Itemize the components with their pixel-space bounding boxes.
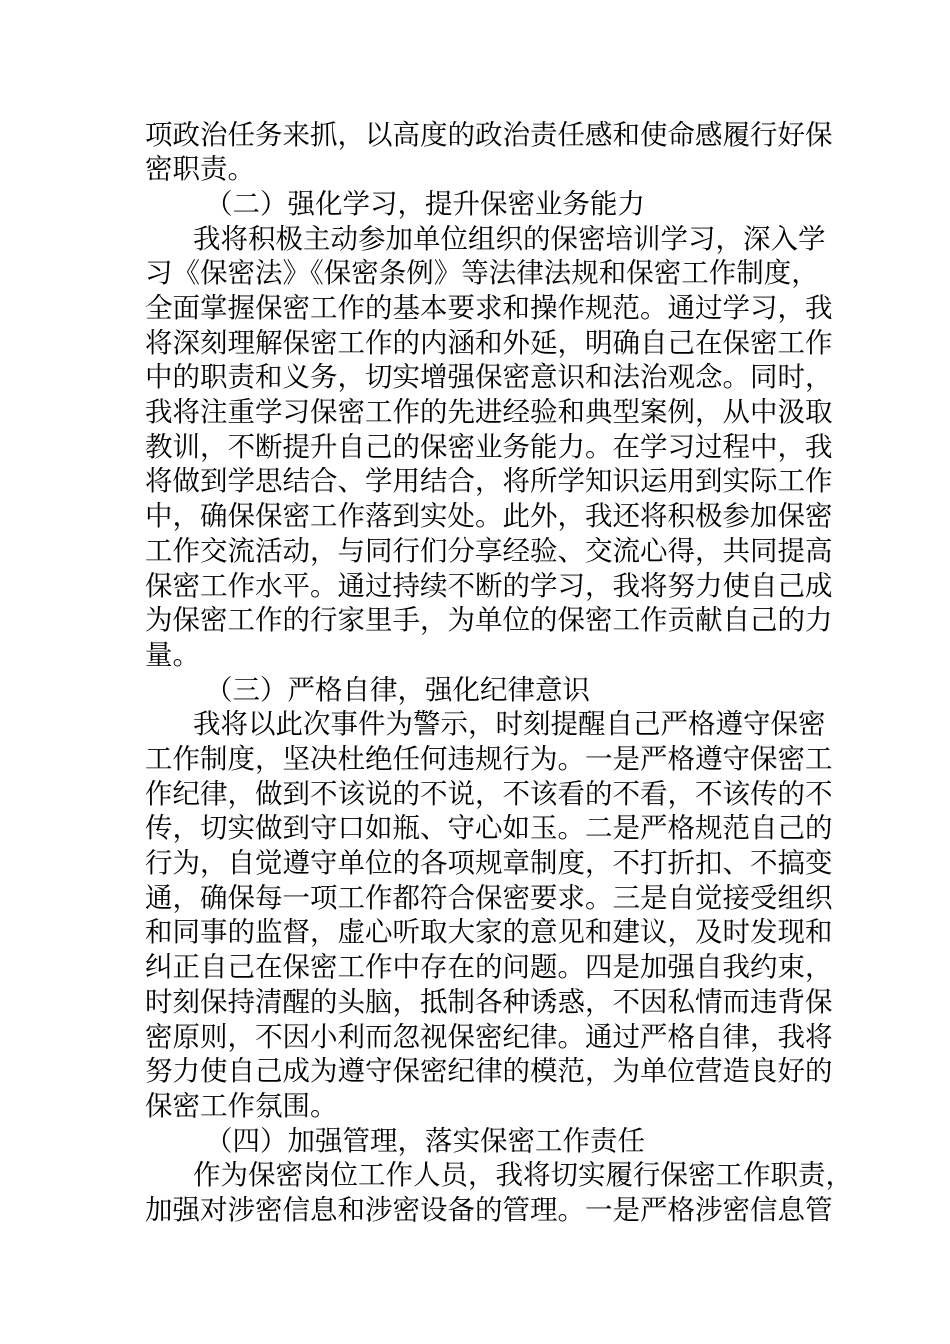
text-line: 保密工作水平。通过持续不断的学习，我将努力使自己成 — [145, 570, 833, 602]
text-line: 工作制度，坚决杜绝任何违规行为。一是严格遵守保密工 — [145, 743, 833, 775]
text-line: 教训，不断提升自己的保密业务能力。在学习过程中，我 — [145, 431, 833, 463]
text-line: 项政治任务来抓，以高度的政治责任感和使命感履行好保 — [145, 119, 833, 151]
text-line: 保密工作氛围。 — [145, 1090, 338, 1122]
section-heading-2: （二）强化学习，提升保密业务能力 — [205, 188, 645, 220]
text-line: 全面掌握保密工作的基本要求和操作规范。通过学习，我 — [145, 292, 833, 324]
text-line: 量。 — [145, 639, 200, 671]
text-line: 和同事的监督，虚心听取大家的意见和建议，及时发现和 — [145, 916, 833, 948]
text-line: 努力使自己成为遵守保密纪律的模范，为单位营造良好的 — [145, 1055, 833, 1087]
text-line: 密职责。 — [145, 153, 255, 185]
text-line: 我将积极主动参加单位组织的保密培训学习，深入学 — [193, 223, 826, 255]
text-line: 行为，自觉遵守单位的各项规章制度，不打折扣、不搞变 — [145, 847, 833, 879]
section-heading-3: （三）严格自律，强化纪律意识 — [205, 674, 590, 706]
text-line: 通，确保每一项工作都符合保密要求。三是自觉接受组织 — [145, 882, 833, 914]
text-line: 我将以此次事件为警示，时刻提醒自己严格遵守保密 — [193, 708, 826, 740]
text-line: 作纪律，做到不该说的不说，不该看的不看，不该传的不 — [145, 778, 833, 810]
text-line: 中，确保保密工作落到实处。此外，我还将积极参加保密 — [145, 500, 833, 532]
text-line: 我将注重学习保密工作的先进经验和典型案例，从中汲取 — [145, 396, 833, 428]
text-line: 为保密工作的行家里手，为单位的保密工作贡献自己的力 — [145, 604, 833, 636]
text-line: 加强对涉密信息和涉密设备的管理。一是严格涉密信息管 — [145, 1194, 833, 1226]
text-line: 习《保密法》《保密条例》等法律法规和保密工作制度， — [145, 257, 819, 289]
text-line: 作为保密岗位工作人员，我将切实履行保密工作职责， — [193, 1159, 853, 1191]
text-line: 时刻保持清醒的头脑，抵制各种诱惑，不因私情而违背保 — [145, 986, 833, 1018]
section-heading-4: （四）加强管理，落实保密工作责任 — [205, 1125, 645, 1157]
text-line: 传，切实做到守口如瓶、守心如玉。二是严格规范自己的 — [145, 812, 833, 844]
text-line: 中的职责和义务，切实增强保密意识和法治观念。同时， — [145, 361, 833, 393]
text-line: 工作交流活动，与同行们分享经验、交流心得，共同提高 — [145, 535, 833, 567]
text-line: 纠正自己在保密工作中存在的问题。四是加强自我约束， — [145, 951, 833, 983]
text-line: 密原则，不因小利而忽视保密纪律。通过严格自律，我将 — [145, 1021, 833, 1053]
text-line: 将深刻理解保密工作的内涵和外延，明确自己在保密工作 — [145, 327, 833, 359]
text-line: 将做到学思结合、学用结合，将所学知识运用到实际工作 — [145, 465, 833, 497]
